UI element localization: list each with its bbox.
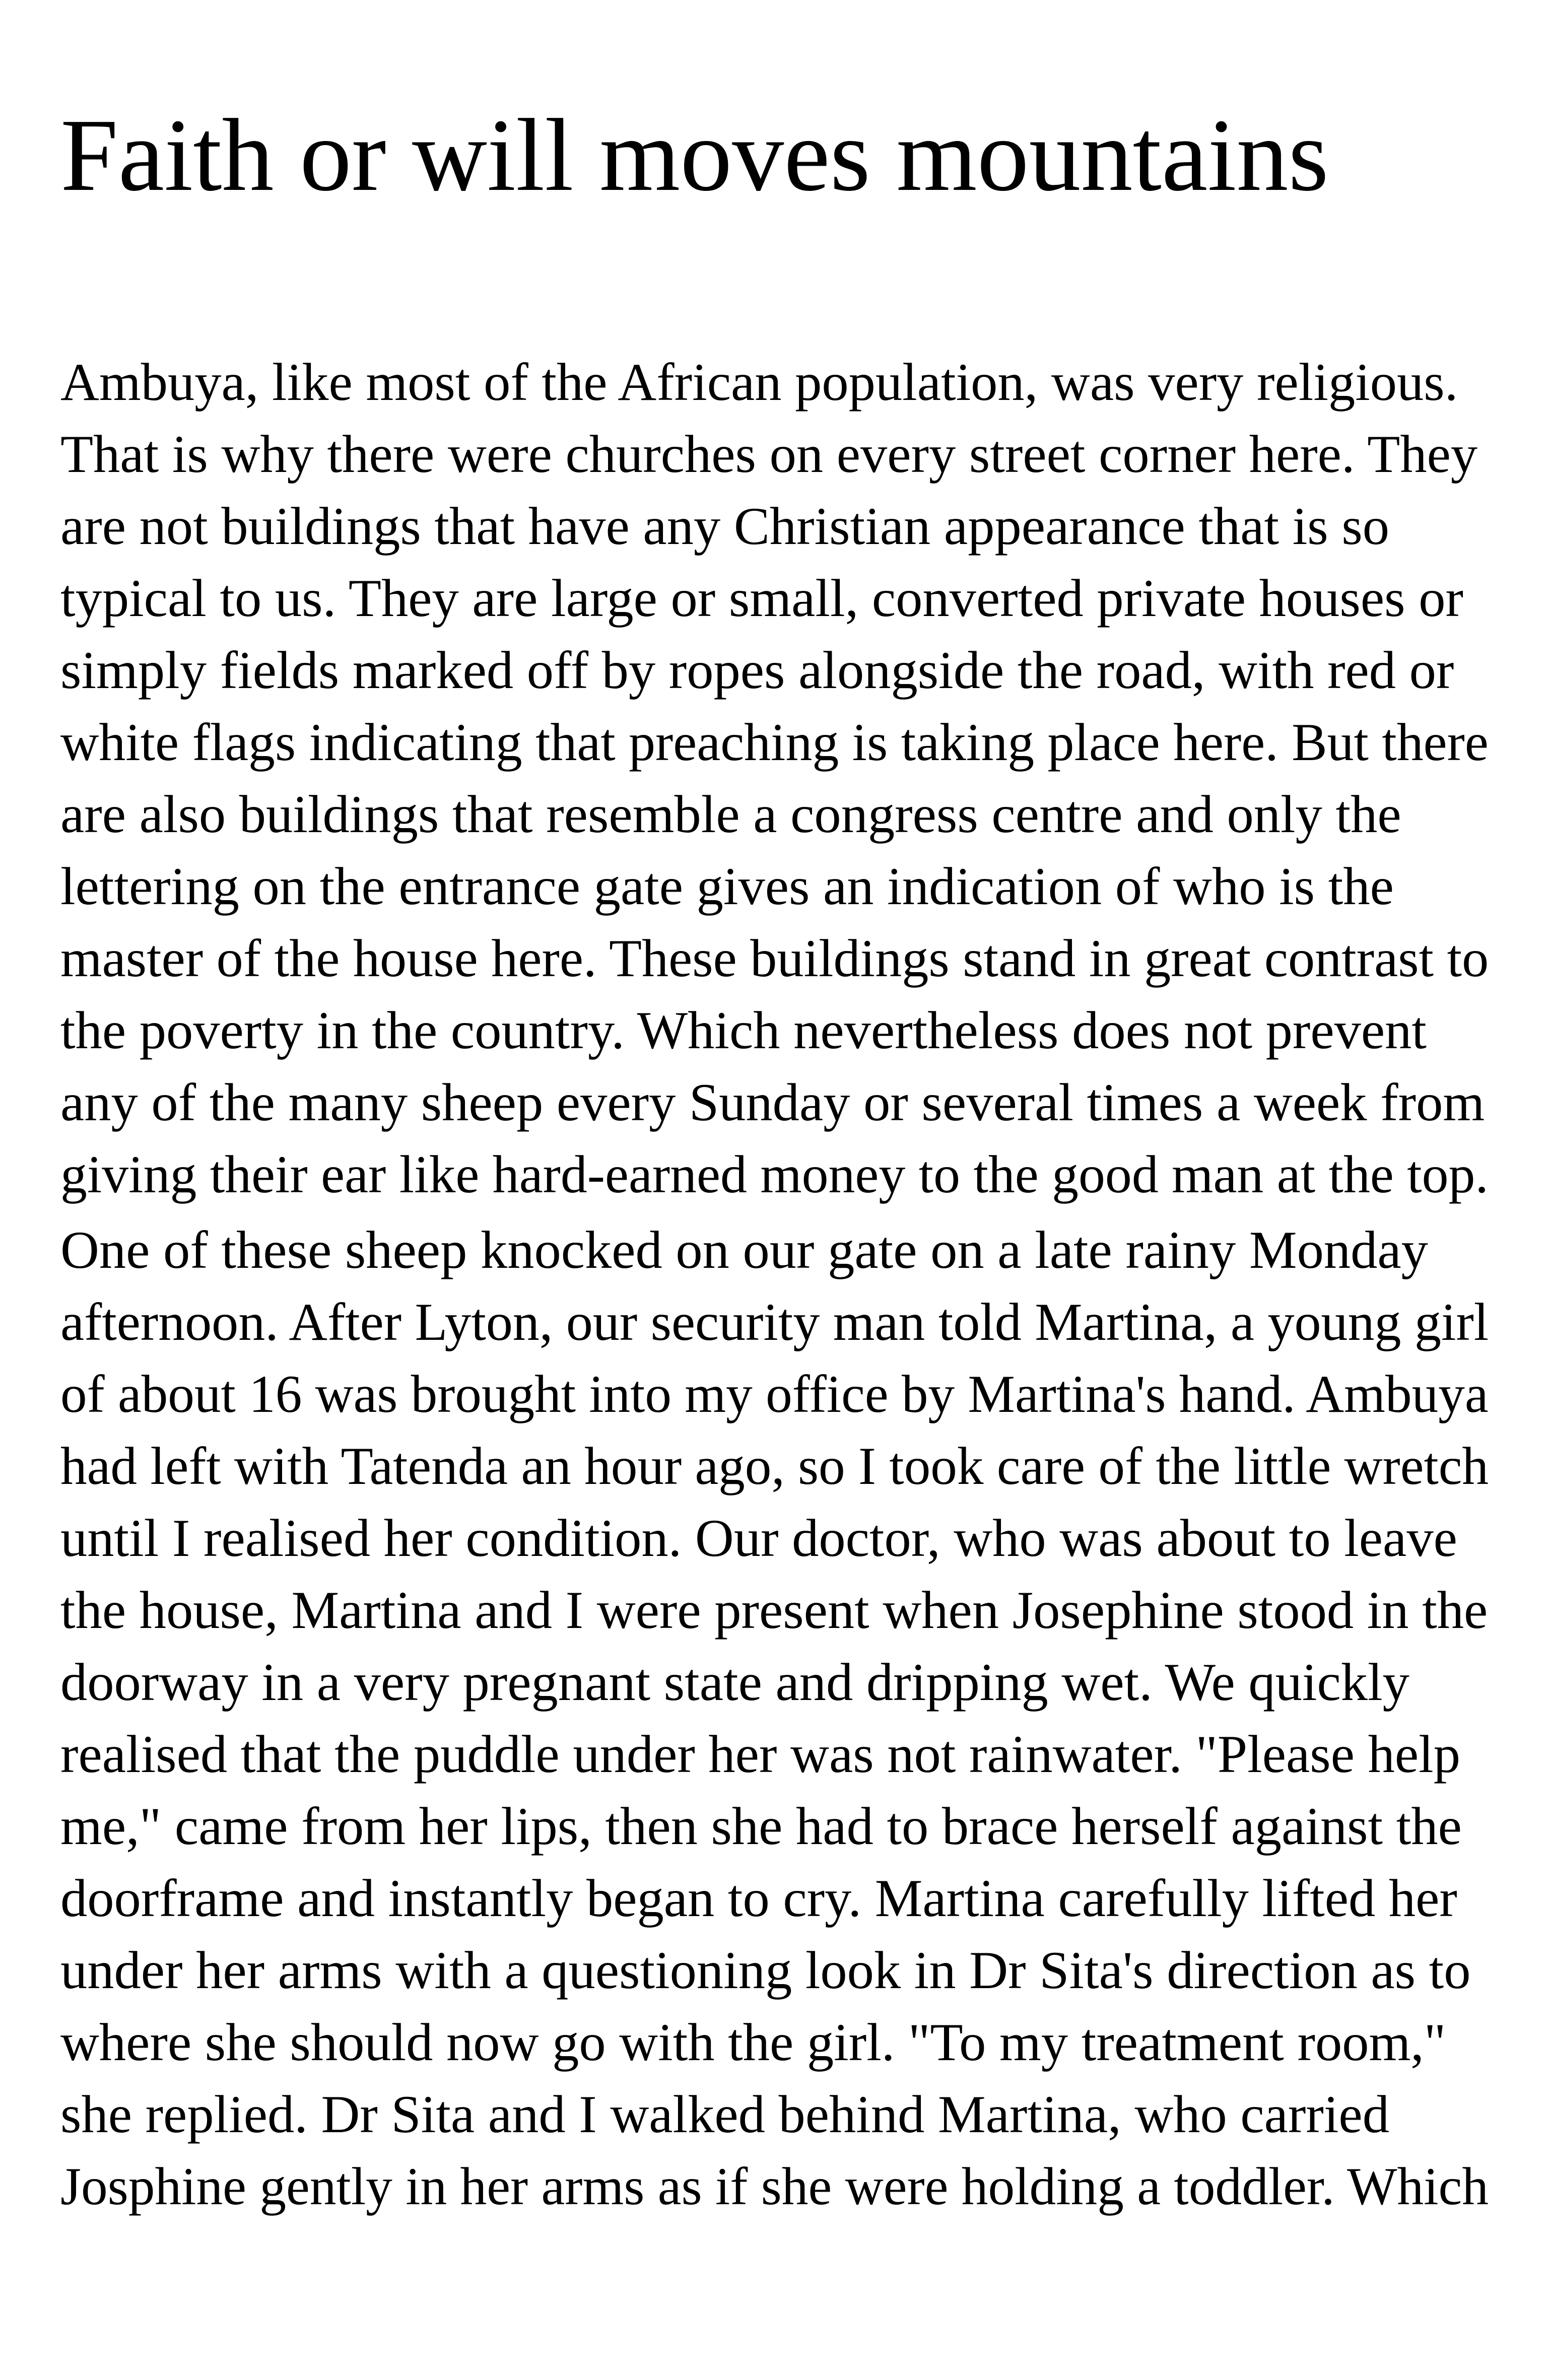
text-line: had left with Tatenda an hour ago, so I took care of the little wretch [60, 1437, 1489, 1496]
text-line: One of these sheep knocked on our gate on a late rainy Monday [60, 1220, 1428, 1280]
text-line: are also buildings that resemble a congress centre and only the [60, 785, 1401, 844]
text-line: where she should now go with the girl. "To my treatment room," [60, 2013, 1446, 2072]
text-line: me," came from her lips, then she had to brace herself against the [60, 1797, 1462, 1856]
text-line: That is why there were churches on every street corner here. They [60, 425, 1478, 484]
text-line: simply fields marked off by ropes alongside the road, with red or [60, 641, 1454, 700]
page-title: Faith or will moves mountains [60, 97, 1329, 213]
text-line: Josphine gently in her arms as if she were holding a toddler. Which [60, 2157, 1489, 2216]
text-line: giving their ear like hard-earned money to the good man at the top. [60, 1145, 1489, 1204]
text-line: she replied. Dr Sita and I walked behind Martina, who carried [60, 2085, 1389, 2144]
text-line: the poverty in the country. Which nevertheless does not prevent [60, 1001, 1427, 1060]
text-line: are not buildings that have any Christian appearance that is so [60, 497, 1390, 556]
text-line: any of the many sheep every Sunday or several times a week from [60, 1073, 1485, 1132]
body-text [60, 347, 1489, 2223]
text-line: under her arms with a questioning look in Dr Sita's direction as to [60, 1941, 1471, 2000]
text-line: of about 16 was brought into my office by Martina's hand. Ambuya [60, 1365, 1489, 1424]
text-line: doorway in a very pregnant state and dripping wet. We quickly [60, 1653, 1409, 1712]
text-line: the house, Martina and I were present when Josephine stood in the [60, 1581, 1488, 1640]
text-line: typical to us. They are large or small, converted private houses or [60, 569, 1463, 628]
text-line: white flags indicating that preaching is taking place here. But there [60, 713, 1489, 772]
paragraph-2 [60, 1214, 1489, 2223]
paragraph-1 [60, 347, 1489, 1211]
text-line: until I realised her condition. Our doctor, who was about to leave [60, 1509, 1457, 1568]
text-line: doorframe and instantly began to cry. Martina carefully lifted her [60, 1869, 1457, 1928]
text-line: afternoon. After Lyton, our security man told Martina, a young girl [60, 1293, 1489, 1352]
text-line: realised that the puddle under her was not rainwater. "Please help [60, 1725, 1460, 1784]
text-line: Ambuya, like most of the African population, was very religious. [60, 353, 1458, 412]
text-line: master of the house here. These buildings stand in great contrast to [60, 929, 1489, 988]
text-line: lettering on the entrance gate gives an indication of who is the [60, 857, 1394, 916]
